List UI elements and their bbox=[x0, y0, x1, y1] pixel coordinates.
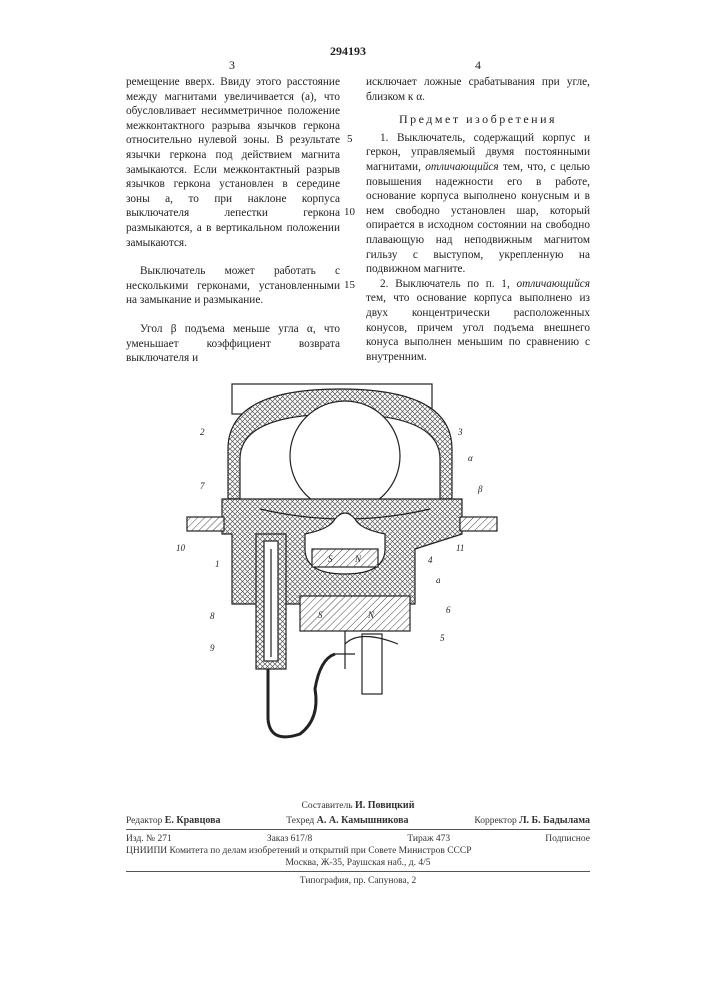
patent-page bbox=[0, 0, 707, 1000]
label-2: 2 bbox=[200, 427, 205, 437]
label-s: S bbox=[318, 610, 323, 620]
editor-name: Е. Кравцова bbox=[165, 815, 221, 826]
label-5: 5 bbox=[440, 633, 445, 643]
line-number: 15 bbox=[344, 279, 355, 291]
movable-magnet bbox=[312, 549, 378, 567]
label: Составитель bbox=[302, 801, 353, 811]
right-column bbox=[366, 75, 590, 366]
compiler-name: И. Повицкий bbox=[355, 800, 415, 811]
corrector-name: Л. Б. Бадылама bbox=[519, 815, 590, 826]
label-n: N bbox=[367, 610, 375, 620]
label-beta: β bbox=[477, 484, 483, 494]
organization: ЦНИИПИ Комитета по делам изобретений и открытий при Совете Министров СССР bbox=[126, 845, 590, 857]
claim-1 bbox=[366, 131, 590, 277]
label-1: 1 bbox=[215, 559, 220, 569]
label: Редактор bbox=[126, 816, 162, 826]
claim-text: тем, что, с целью повышения надежности его в работе, основание корпуса выполнено конусным и в нем свободно установлен шар, который опирается в исходном состоянии на свободно плавающую над неподвижным магнитом гильзу с выступом, укрепленную на подвижном магните. bbox=[366, 161, 590, 275]
page-number-left: 3 bbox=[229, 58, 235, 73]
label-s: S bbox=[328, 554, 333, 564]
line-number-gutter bbox=[340, 75, 366, 366]
text-columns bbox=[126, 75, 590, 366]
switch-drawing bbox=[0, 374, 707, 794]
techred-name: А. А. Камышникова bbox=[317, 815, 409, 826]
address: Москва, Ж-35, Раушская наб., д. 4/5 bbox=[126, 857, 590, 872]
fixed-magnet bbox=[300, 596, 410, 631]
imprint bbox=[126, 800, 590, 887]
corrector bbox=[474, 815, 590, 827]
label-3: 3 bbox=[457, 427, 463, 437]
publication-line bbox=[126, 833, 590, 845]
left-column bbox=[126, 75, 340, 366]
paragraph: Угол β подъема меньше угла α, что уменьшает коэффициент возврата выключателя и bbox=[126, 322, 340, 366]
subscription: Подписное bbox=[545, 833, 590, 845]
paragraph: Выключатель может работать с несколькими герконами, установленными на замыкание и размыкание. bbox=[126, 264, 340, 308]
label-a: a bbox=[436, 575, 441, 585]
section-title: Предмет изобретения bbox=[366, 112, 590, 127]
label-6: 6 bbox=[446, 605, 451, 615]
label: Техред bbox=[286, 816, 314, 826]
label-11: 11 bbox=[456, 543, 464, 553]
compiler-line bbox=[126, 800, 590, 812]
label-8: 8 bbox=[210, 611, 215, 621]
claim-text: 2. Выключатель по п. 1, bbox=[380, 278, 517, 290]
label-7: 7 bbox=[200, 481, 205, 491]
claim-text: 1. Выключатель, содержащий корпус и геркон, управляемый двумя постоянными магнитами, bbox=[366, 132, 590, 173]
patent-number: 294193 bbox=[330, 44, 366, 59]
techred bbox=[286, 815, 408, 827]
label-9: 9 bbox=[210, 643, 215, 653]
order: Заказ 617/8 bbox=[267, 833, 312, 845]
izd: Изд. № 271 bbox=[126, 833, 172, 845]
claim-emphasis: отличающийся bbox=[517, 278, 590, 290]
paragraph: исключает ложные срабатывания при угле, близком к α. bbox=[366, 75, 590, 104]
printer: Типография, пр. Сапунова, 2 bbox=[126, 875, 590, 887]
ball bbox=[290, 401, 400, 511]
tirazh: Тираж 473 bbox=[407, 833, 450, 845]
claim-text: тем, что основание корпуса выполнено из двух концентрически расположенных конусов, причем угол подъема внешнего конуса выполнен меньшим по сравнению с внутренним. bbox=[366, 292, 590, 362]
editors-line bbox=[126, 815, 590, 830]
paragraph: ремещение вверх. Ввиду этого расстояние между магнитами увеличивается (а), что обусловливает несимметричное положение межконтактного разрыва язычков геркона относительно нулевой зоны. В результате язычки геркона под действием магнита замыкаются. Если межконтактный разрыв язычков геркона установлен в середине зоны а, то при наклоне корпуса выключателя лепестки геркона размыкаются, а в вертикальном положении замыкаются. bbox=[126, 75, 340, 250]
line-number: 5 bbox=[347, 133, 353, 145]
label-10: 10 bbox=[176, 543, 186, 553]
page-number-right: 4 bbox=[475, 58, 481, 73]
claim-emphasis: отличающийся bbox=[425, 161, 498, 173]
line-number: 10 bbox=[344, 206, 355, 218]
label-4: 4 bbox=[428, 555, 433, 565]
page-header bbox=[0, 42, 707, 75]
label-alpha: α bbox=[468, 453, 473, 463]
claim-2 bbox=[366, 277, 590, 365]
editor bbox=[126, 815, 221, 827]
label: Корректор bbox=[474, 816, 516, 826]
label-n: N bbox=[354, 554, 362, 564]
